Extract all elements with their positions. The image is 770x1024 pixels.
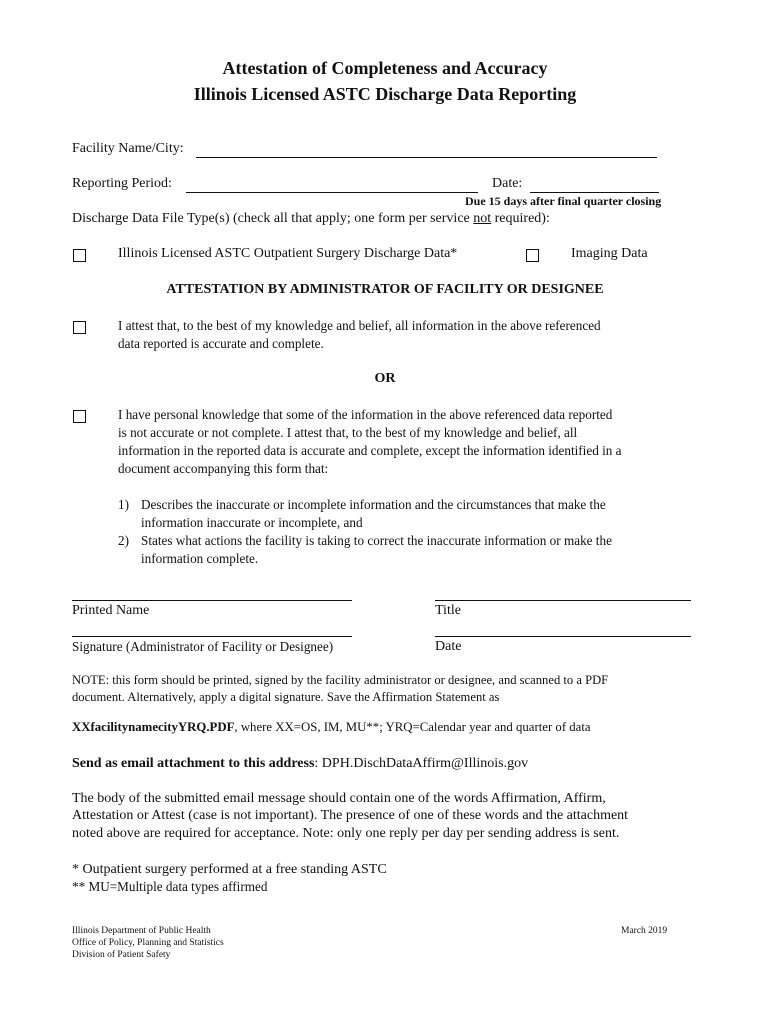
list-item-1-line-2: information inaccurate or incomplete, and — [141, 515, 363, 530]
or-separator: OR — [374, 371, 396, 386]
attest-incomplete-line-1: I have personal knowledge that some of the information in the above referenced data reported — [118, 407, 613, 422]
facility-name-field[interactable] — [196, 157, 657, 158]
due-note: Due 15 days after final quarter closing — [465, 194, 662, 208]
attest-complete-line-2: data reported is accurate and complete. — [118, 336, 324, 351]
body-line-1: The body of the submitted email message should contain one of the words Affirmation, Affirm, — [72, 791, 606, 806]
signature-date-field[interactable] — [435, 636, 691, 637]
title-field[interactable] — [435, 600, 691, 601]
footnote-2: ** MU=Multiple data types affirmed — [72, 879, 268, 894]
list-item-1-line-1: Describes the inaccurate or incomplete information and the circumstances that make the — [141, 497, 606, 512]
outpatient-option-label: Illinois Licensed ASTC Outpatient Surgery Discharge Data* — [118, 246, 458, 261]
date-label: Date: — [492, 176, 523, 191]
printed-name-label: Printed Name — [72, 603, 150, 618]
printed-name-field[interactable] — [72, 600, 352, 601]
file-type-prompt: Discharge Data File Type(s) (check all that apply; one form per service not required): — [72, 211, 550, 226]
attest-incomplete-line-3: information in the reported data is accurate and complete, except the information identified in a — [118, 443, 622, 458]
attest-incomplete-line-4: document accompanying this form that: — [118, 461, 329, 476]
filename-instruction: XXfacilitynamecityYRQ.PDF, where XX=OS, IM, MU**; YRQ=Calendar year and quarter of data — [72, 720, 591, 734]
reporting-period-field[interactable] — [186, 192, 478, 193]
body-line-2: Attestation or Attest (case is not important). The presence of one of these words and the attachment — [72, 808, 629, 823]
outpatient-checkbox[interactable] — [73, 249, 86, 262]
signature-date-label: Date — [435, 639, 462, 654]
footer-dept-line-3: Division of Patient Safety — [72, 950, 171, 960]
attest-incomplete-checkbox[interactable] — [73, 410, 86, 423]
title-label: Title — [435, 603, 461, 618]
list-item-2-line-2: information complete. — [141, 551, 259, 566]
signature-label: Signature (Administrator of Facility or Designee) — [72, 639, 334, 654]
attest-complete-line-1: I attest that, to the best of my knowledge and belief, all information in the above referenced — [118, 318, 601, 333]
imaging-option-label: Imaging Data — [571, 246, 648, 261]
footnote-1: * Outpatient surgery performed at a free standing ASTC — [72, 862, 387, 877]
footer-date: March 2019 — [621, 926, 668, 936]
title-line-1: Attestation of Completeness and Accuracy — [222, 58, 548, 78]
list-item-2-line-1: States what actions the facility is taking to correct the inaccurate information or make the — [141, 533, 612, 548]
attestation-heading: ATTESTATION BY ADMINISTRATOR OF FACILITY OR DESIGNEE — [166, 282, 604, 297]
list-number-2: 2) — [118, 533, 129, 548]
attest-complete-checkbox[interactable] — [73, 321, 86, 334]
attest-incomplete-line-2: is not accurate or not complete. I attest that, to the best of my knowledge and belief, all — [118, 425, 578, 440]
email-instruction: Send as email attachment to this address: DPH.DischDataAffirm@Illinois.gov — [72, 756, 529, 771]
date-field[interactable] — [530, 192, 659, 193]
list-number-1: 1) — [118, 497, 129, 512]
footer-dept-line-1: Illinois Department of Public Health — [72, 926, 211, 936]
footer-dept-line-2: Office of Policy, Planning and Statistics — [72, 938, 224, 948]
reporting-period-label: Reporting Period: — [72, 176, 172, 191]
imaging-checkbox[interactable] — [526, 249, 539, 262]
signature-field[interactable] — [72, 636, 352, 637]
facility-label: Facility Name/City: — [72, 141, 184, 156]
title-line-2: Illinois Licensed ASTC Discharge Data Reporting — [193, 84, 577, 104]
note-line-1: NOTE: this form should be printed, signed by the facility administrator or designee, and scanned to a PDF — [72, 673, 609, 687]
body-line-3: noted above are required for acceptance. Note: only one reply per day per sending address is sent. — [72, 826, 620, 841]
note-line-2: document. Alternatively, apply a digital signature. Save the Affirmation Statement as — [72, 690, 500, 704]
